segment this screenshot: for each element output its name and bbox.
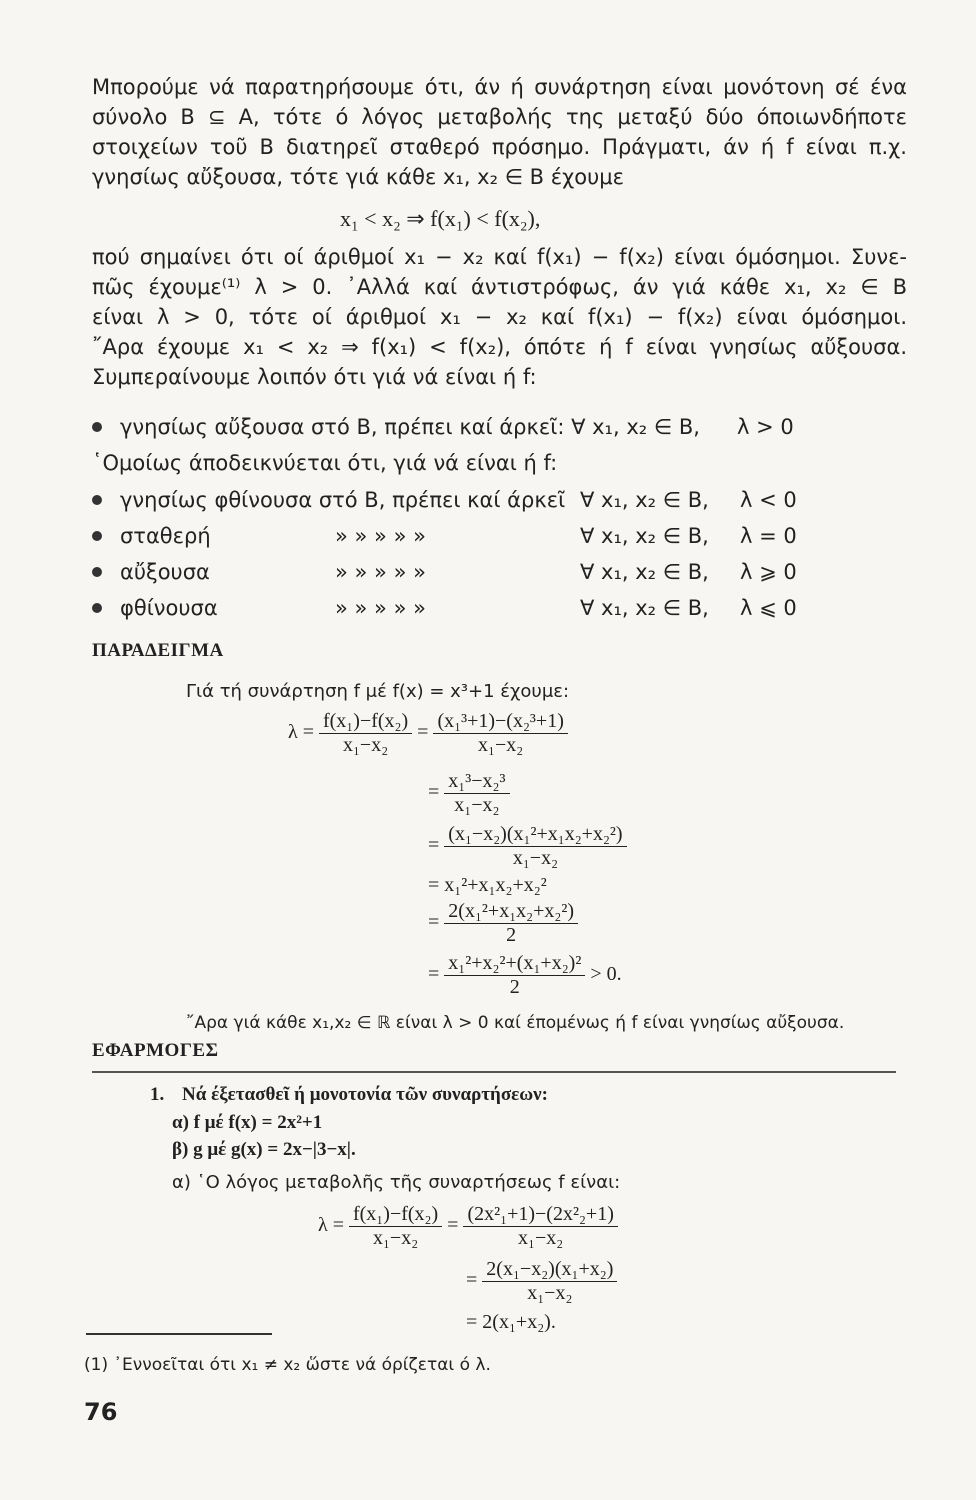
denominator: 2	[509, 976, 520, 998]
numerator: (x₁−x₂)(x₁²+x₁x₂+x₂²)	[444, 823, 626, 847]
solution-eq-1	[318, 1203, 618, 1250]
numerator: (x₁³+1)−(x₂³+1)	[433, 710, 567, 734]
exercise-part-a: α) f μέ f(x) = 2x²+1	[172, 1112, 323, 1133]
fraction	[463, 1203, 617, 1250]
bullet-icon	[92, 495, 102, 505]
numerator: x₁³−x₂³	[444, 770, 509, 794]
quantifier: ∀ x₁, x₂ ∈ B,	[580, 524, 709, 548]
fraction	[444, 900, 578, 947]
solution-intro: α) ῾Ο λόγος μεταβολῆς τῆς συναρτήσεως f είναι:	[172, 1172, 621, 1193]
bullet-label: σταθερή	[120, 524, 211, 548]
denominator: x₁−x₂	[512, 847, 559, 869]
bullet-label: αὔξουσα	[120, 560, 210, 584]
equals-sign: =	[466, 1269, 478, 1292]
example-conclusion: ῎Αρα γιά κάθε x₁,x₂ ∈ ℝ είναι λ > 0 καί έπομένως ή f είναι γνησίως αὔξουσα.	[186, 1013, 845, 1033]
numerator: f(x₁)−f(x₂)	[349, 1203, 442, 1227]
numerator: 2(x₁−x₂)(x₁+x₂)	[482, 1258, 617, 1282]
equals-sign: =	[447, 1214, 459, 1237]
bullet-icon	[92, 567, 102, 577]
fraction	[433, 710, 567, 757]
example-intro: Γιά τή συνάρτηση f μέ f(x) = x³+1 έχουμε:	[186, 681, 570, 702]
text-line: πῶς έχουμε⁽¹⁾ λ > 0. ᾿Αλλά καί άντιστρόφως, άν γιά κάθε x₁, x₂ ∈ B	[92, 275, 907, 299]
numerator: (2x²₁+1)−(2x²₂+1)	[463, 1203, 617, 1227]
denominator: x₁−x₂	[518, 1227, 564, 1249]
text-line: ῎Αρα έχουμε x₁ < x₂ ⇒ f(x₁) < f(x₂), όπότε ή f είναι γνησίως αὔξουσα.	[92, 335, 907, 359]
bullet-icon	[92, 603, 102, 613]
example-eq-6	[428, 952, 622, 999]
footnote-rule	[86, 1333, 272, 1335]
quantifier: ∀ x₁, x₂ ∈ B,	[580, 488, 709, 512]
bullet-label: γνησίως φθίνουσα στό B, πρέπει καί άρκεῖ	[120, 488, 566, 512]
fraction	[482, 1258, 617, 1305]
denominator: x₁−x₂	[342, 734, 389, 756]
denominator: x₁−x₂	[454, 794, 500, 816]
condition-lambda: λ < 0	[740, 488, 797, 512]
bullet-label: φθίνουσα	[120, 596, 218, 620]
exercise-title: Νά έξετασθεῖ ή μονοτονία τῶν συναρτήσεων:	[182, 1084, 548, 1105]
ditto-marks: » » » » »	[335, 560, 426, 584]
condition-lambda: λ > 0	[737, 415, 794, 439]
denominator: x₁−x₂	[372, 1227, 419, 1249]
lambda-symbol: λ =	[318, 1214, 344, 1237]
text-line: Συμπεραίνουμε λοιπόν ότι γιά νά είναι ή f:	[92, 365, 537, 389]
quantifier: ∀ x₁, x₂ ∈ B,	[580, 560, 709, 584]
fraction	[444, 823, 626, 870]
bullet-increasing-strict: γνησίως αὔξουσα στό B, πρέπει καί άρκεῖ: ∀ x₁, x₂ ∈ B,	[120, 415, 700, 439]
equals-sign: =	[428, 963, 440, 986]
example-eq-5	[428, 900, 578, 947]
text-line: πού σημαίνει ότι οί άριθμοί x₁ − x₂ καί f(x₁) − f(x₂) είναι όμόσημοι. Συνε-	[92, 245, 907, 269]
quantifier: ∀ x₁, x₂ ∈ B,	[580, 596, 709, 620]
exercise-part-b: β) g μέ g(x) = 2x−|3−x|.	[172, 1139, 356, 1160]
condition-lambda: λ = 0	[740, 524, 797, 548]
text-line: γνησίως αὔξουσα, τότε γιά κάθε x₁, x₂ ∈ B έχουμε	[92, 165, 624, 189]
equals-sign: =	[428, 911, 440, 934]
exercise-number: 1.	[150, 1084, 165, 1105]
denominator: 2	[506, 924, 517, 946]
text-line: στοιχείων τοῦ B διατηρεῖ σταθερό πρόσημο. Πράγματι, άν ή f είναι π.χ.	[92, 135, 907, 159]
solution-eq-3: = 2(x₁+x₂).	[466, 1311, 556, 1333]
proof-paragraph	[92, 242, 907, 392]
equals-sign: =	[428, 834, 440, 857]
denominator: x₁−x₂	[478, 734, 524, 756]
implication-formula: x₁ < x₂ ⇒ f(x₁) < f(x₂),	[340, 206, 541, 231]
bullet-icon	[92, 422, 102, 432]
example-eq-3	[428, 823, 627, 870]
equals-sign: =	[417, 721, 429, 744]
condition-lambda: λ ⩾ 0	[740, 560, 797, 584]
fraction	[444, 770, 509, 817]
bullet-icon	[92, 531, 102, 541]
fraction	[349, 1203, 442, 1250]
ditto-marks: » » » » »	[335, 596, 426, 620]
denominator: x₁−x₂	[527, 1282, 573, 1304]
section-divider	[92, 1071, 896, 1073]
numerator: f(x₁)−f(x₂)	[319, 710, 412, 734]
example-heading: ΠΑΡΑΔΕΙΓΜΑ	[92, 640, 224, 661]
ditto-marks: » » » » »	[335, 524, 426, 548]
footnote: (1) ᾿Εννοεῖται ότι x₁ ≠ x₂ ὥστε νά όρίζεται ό λ.	[84, 1355, 491, 1375]
numerator: 2(x₁²+x₁x₂+x₂²)	[444, 900, 578, 924]
similarly-line: ῾Ομοίως άποδεικνύεται ότι, γιά νά είναι ή f:	[92, 451, 558, 475]
page-number: 76	[84, 1398, 118, 1426]
intro-paragraph	[92, 72, 907, 192]
lambda-symbol: λ =	[288, 721, 314, 744]
fraction	[444, 952, 585, 999]
equals-sign: =	[428, 781, 440, 804]
example-eq-4: = x₁²+x₁x₂+x₂²	[428, 874, 547, 896]
example-eq-1	[288, 710, 568, 757]
applications-heading: ΕΦΑΡΜΟΓΕΣ	[92, 1040, 219, 1061]
fraction	[319, 710, 412, 757]
solution-eq-2	[466, 1258, 617, 1305]
numerator: x₁²+x₂²+(x₁+x₂)²	[444, 952, 585, 976]
text-line: Μπορούμε νά παρατηρήσουμε ότι, άν ή συνάρτηση είναι μονότονη σέ ένα	[92, 75, 907, 99]
text-line: είναι λ > 0, τότε οί άριθμοί x₁ − x₂ καί f(x₁) − f(x₂) είναι όμόσημοι.	[92, 305, 907, 329]
example-eq-2	[428, 770, 510, 817]
text-line: σύνολο B ⊆ A, τότε ό λόγος μεταβολής της μεταξύ δύο όποιωνδήποτε	[92, 105, 907, 129]
condition-lambda: λ ⩽ 0	[740, 596, 797, 620]
inequality-tail: > 0.	[590, 963, 622, 986]
